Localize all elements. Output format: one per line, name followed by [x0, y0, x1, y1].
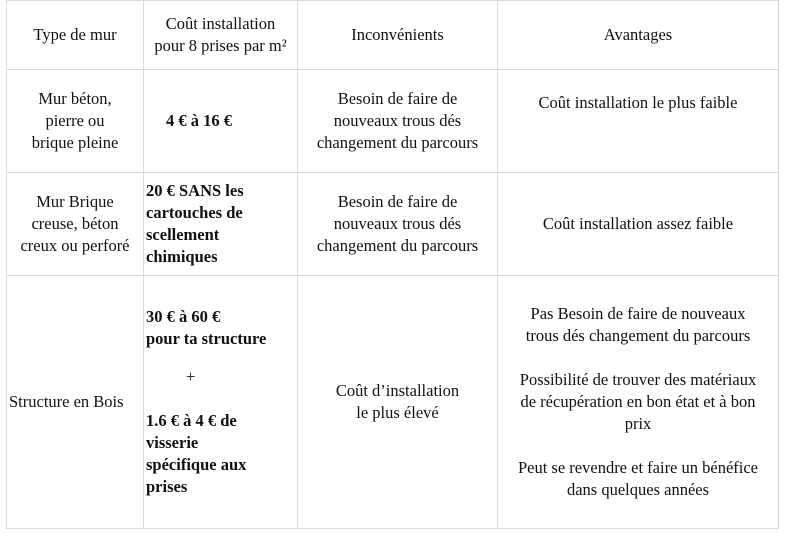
header-type-de-mur: Type de mur [7, 1, 144, 70]
cell-type: Mur Brique creuse, béton creux ou perforé [7, 173, 144, 276]
table-row [7, 173, 779, 276]
table-row [7, 276, 779, 529]
header-inconvenients: Inconvénients [298, 1, 498, 70]
cell-type: Mur béton, pierre ou brique pleine [7, 70, 144, 173]
header-cout-installation: Coût installation pour 8 prises par m² [144, 1, 298, 70]
cell-cons: Besoin de faire de nouveaux trous dés changement du parcours [298, 70, 498, 173]
cell-pros: Coût installation le plus faible [498, 70, 779, 173]
cell-type: Structure en Bois [7, 276, 144, 529]
header-row [7, 1, 779, 70]
cell-cost: 4 € à 16 € [144, 70, 298, 173]
table-row [7, 70, 779, 173]
cell-pros: Pas Besoin de faire de nouveaux trous dés changement du parcours Possibilité de trouver des matériaux de récupération en bon état et à bon prix Peut se revendre et faire un bénéfice dans quelques années [498, 276, 779, 529]
comparison-table [6, 0, 779, 529]
cell-cons: Besoin de faire de nouveaux trous dés changement du parcours [298, 173, 498, 276]
cell-pros: Coût installation assez faible [498, 173, 779, 276]
cell-cost: 20 € SANS les cartouches de scellement chimiques [144, 173, 298, 276]
header-avantages: Avantages [498, 1, 779, 70]
cell-cost: 30 € à 60 € pour ta structure + 1.6 € à 4 € de visserie spécifique aux prises [144, 276, 298, 529]
plus-sign: + [186, 367, 196, 386]
cell-cons: Coût d’installation le plus élevé [298, 276, 498, 529]
